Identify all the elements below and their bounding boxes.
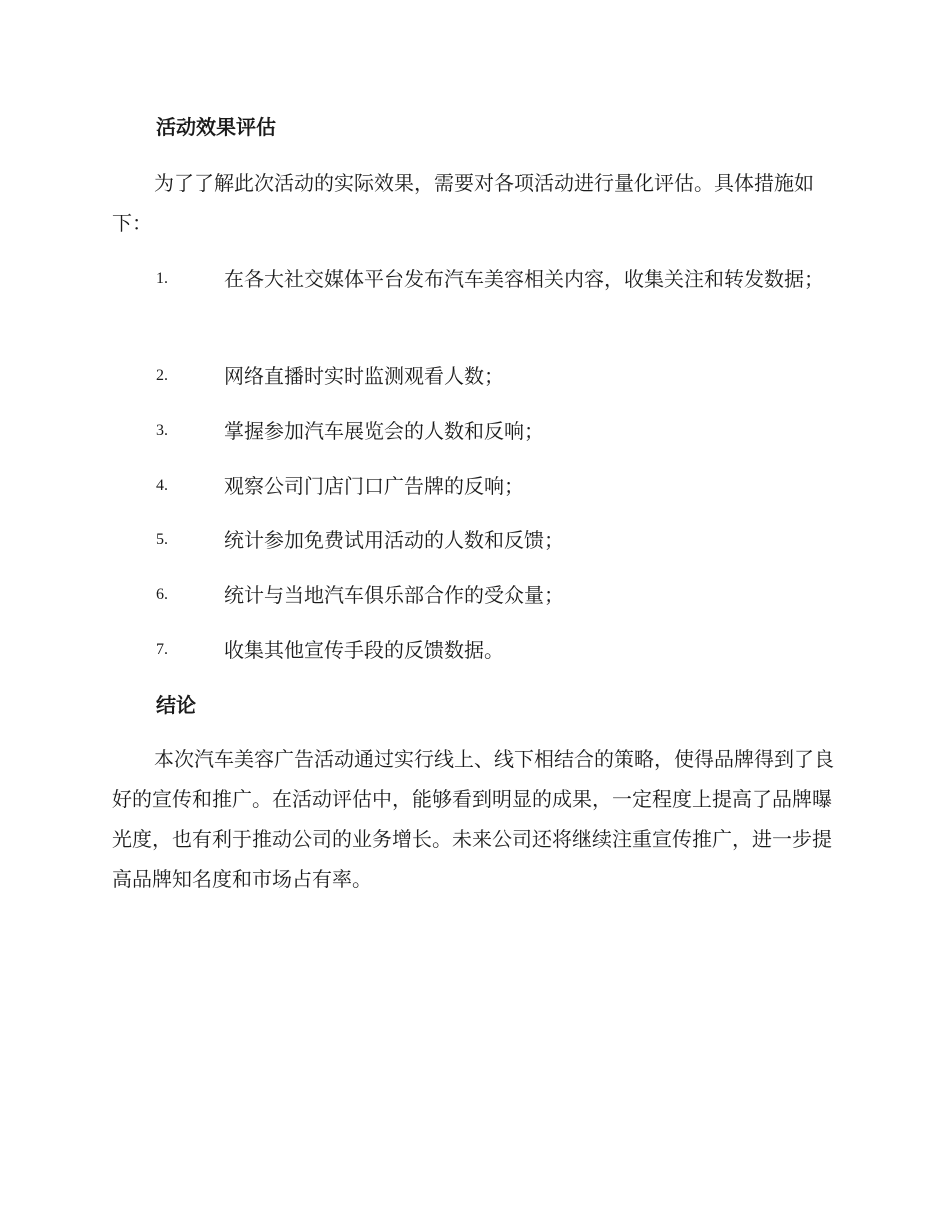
list-text: 观察公司门店门口广告牌的反响； (224, 474, 524, 498)
list-number: 6. (156, 586, 168, 603)
list-text: 统计参加免费试用活动的人数和反馈； (224, 528, 564, 552)
list-text: 统计与当地汽车俱乐部合作的受众量； (224, 583, 564, 607)
section-heading-evaluation: 活动效果评估 (156, 115, 276, 139)
list-item (112, 575, 838, 615)
list-number: 3. (156, 422, 168, 439)
conclusion-paragraph: 本次汽车美容广告活动通过实行线上、线下相结合的策略，使得品牌得到了良好的宣传和推广。在活动评估中，能够看到明显的成果，一定程度上提高了品牌曝光度，也有利于推动公司的业务增长。未来公司还将继续注重宣传推广，进一步提高品牌知名度和市场占有率。 (112, 747, 834, 891)
list-item (112, 630, 838, 670)
list-item (112, 411, 838, 451)
list-text: 掌握参加汽车展览会的人数和反响； (224, 419, 544, 443)
list-number: 1. (156, 270, 168, 287)
list-number: 2. (156, 367, 168, 384)
intro-paragraph: 为了了解此次活动的实际效果，需要对各项活动进行量化评估。具体措施如下： (112, 171, 814, 235)
list-number: 7. (156, 641, 168, 658)
list-item (112, 356, 838, 396)
list-item (112, 259, 838, 299)
list-text: 收集其他宣传手段的反馈数据。 (224, 638, 504, 662)
list-item (112, 466, 838, 506)
list-text: 网络直播时实时监测观看人数； (224, 364, 504, 388)
list-item (112, 520, 838, 560)
list-number: 5. (156, 531, 168, 548)
list-number: 4. (156, 477, 168, 494)
section-heading-conclusion: 结论 (156, 693, 196, 717)
list-text: 在各大社交媒体平台发布汽车美容相关内容，收集关注和转发数据； (224, 267, 824, 291)
